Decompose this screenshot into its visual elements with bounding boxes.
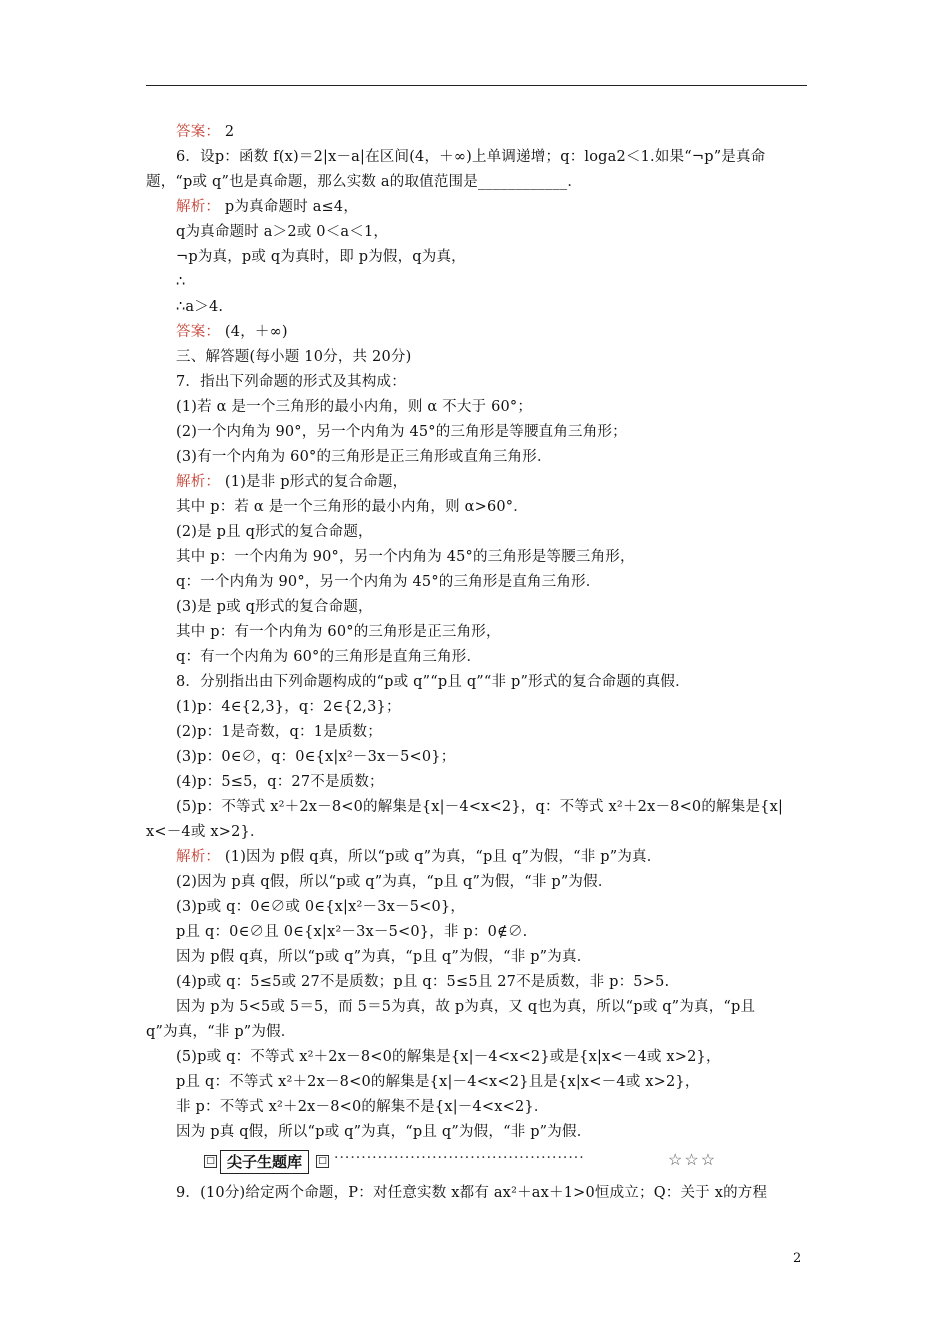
line-text: (1)因为 p假 q真，所以“p或 q”为真，“p且 q”为假，“非 p”为真． <box>220 849 662 865</box>
text-line <box>146 470 807 495</box>
text-line: 题，“p或 q”也是真命题，那么实数 a的取值范围是____________． <box>146 174 583 190</box>
text-line: (5)p或 q：不等式 x²＋2x－8<0的解集是{x|－4<x<2}或是{x|x<－4或 x>2}， <box>176 1049 721 1065</box>
question-bank-banner <box>146 1149 807 1177</box>
square-icon: □ <box>316 1155 329 1168</box>
bank-title: 尖子生题库 <box>220 1150 309 1174</box>
text-line <box>146 120 807 145</box>
line-text: (1)是非 p形式的复合命题， <box>220 474 408 490</box>
line-text: p为真命题时 a≤4， <box>220 199 359 215</box>
text-line: 其中 p：一个内角为 90°，另一个内角为 45°的三角形是等腰三角形， <box>176 549 635 565</box>
text-line: (4)p：5≤5，q：27不是质数； <box>176 774 384 790</box>
line-text: (4，＋∞) <box>220 324 288 340</box>
line-text: 2 <box>220 124 235 140</box>
text-line <box>146 320 807 345</box>
text-line: (2)因为 p真 q假，所以“p或 q”为真，“p且 q”为假，“非 p”为假． <box>176 874 613 890</box>
text-line: 6．设p：函数 f(x)＝2|x－a|在区间(4，＋∞)上单调递增；q：loga2＜1.如果“¬p”是真命 <box>176 149 766 165</box>
text-line: 因为 p真 q假，所以“p或 q”为真，“p且 q”为假，“非 p”为假． <box>176 1124 592 1140</box>
square-icon: □ <box>204 1155 217 1168</box>
text-line: 8．分别指出由下列命题构成的“p或 q”“p且 q”“非 p”形式的复合命题的真假． <box>176 674 690 690</box>
text-line: x<－4或 x>2}． <box>146 824 265 840</box>
analysis-label: 解析： <box>176 849 221 865</box>
text-line: ∴a＞4. <box>176 299 224 315</box>
question-9-line: 9．(10分)给定两个命题，P：对任意实数 x都有 ax²＋ax＋1>0恒成立；Q：关于 x的方程 <box>176 1185 768 1201</box>
text-line: (3)是 p或 q形式的复合命题， <box>176 599 373 615</box>
star-rating-icon: ☆☆☆ <box>668 1150 718 1169</box>
text-line <box>146 845 807 870</box>
text-line: (3)有一个内角为 60°的三角形是正三角形或直角三角形． <box>176 449 552 465</box>
analysis-label: 解析： <box>176 474 221 490</box>
page-number: 2 <box>793 1251 802 1266</box>
text-line: q为真命题时 a＞2或 0＜a＜1， <box>176 224 389 240</box>
text-line: (2)一个内角为 90°，另一个内角为 45°的三角形是等腰直角三角形； <box>176 424 627 440</box>
text-line: 因为 p为 5<5或 5＝5，而 5＝5为真，故 p为真，又 q也为真，所以“p或 q”为真，“p且 <box>176 999 756 1015</box>
text-line: q”为真，“非 p”为假． <box>146 1024 296 1040</box>
text-line: q：一个内角为 90°，另一个内角为 45°的三角形是直角三角形． <box>176 574 601 590</box>
text-line: (2)p：1是奇数，q：1是质数； <box>176 724 382 740</box>
text-line: p且 q：0∈∅且 0∈{x|x²－3x－5<0}，非 p：0∉∅. <box>176 924 528 940</box>
text-line: 非 p：不等式 x²＋2x－8<0的解集不是{x|－4<x<2}． <box>176 1099 549 1115</box>
text-line: 三、解答题(每小题 10分，共 20分) <box>176 349 412 365</box>
text-line: (3)p：0∈∅，q：0∈{x|x²－3x－5<0}； <box>176 749 456 765</box>
text-line: p且 q：不等式 x²＋2x－8<0的解集是{x|－4<x<2}且是{x|x<－4或 x>2}， <box>176 1074 700 1090</box>
text-line: (1)p：4∈{2,3}，q：2∈{2,3}； <box>176 699 401 715</box>
header-rule <box>146 85 807 86</box>
text-line: (2)是 p且 q形式的复合命题， <box>176 524 373 540</box>
page-content <box>146 120 807 1206</box>
answer-label: 答案： <box>176 324 221 340</box>
text-line: (1)若 α 是一个三角形的最小内角，则 α 不大于 60°； <box>176 399 533 415</box>
text-line: (4)p或 q：5≤5或 27不是质数；p且 q：5≤5且 27不是质数，非 p：5>5. <box>176 974 670 990</box>
text-line: 因为 p假 q真，所以“p或 q”为真，“p且 q”为假，“非 p”为真． <box>176 949 592 965</box>
text-line: (5)p：不等式 x²＋2x－8<0的解集是{x|－4<x<2}，q：不等式 x²＋2x－8<0的解集是{x| <box>176 799 784 815</box>
text-line: (3)p或 q：0∈∅或 0∈{x|x²－3x－5<0}， <box>176 899 466 915</box>
text-line: 7．指出下列命题的形式及其构成： <box>176 374 406 390</box>
text-line: q：有一个内角为 60°的三角形是直角三角形． <box>176 649 482 665</box>
answer-label: 答案： <box>176 124 221 140</box>
text-line: 其中 p：若 α 是一个三角形的最小内角，则 α>60°． <box>176 499 528 515</box>
text-line: ∴ <box>176 274 186 290</box>
dotted-leader: ·············································· <box>334 1150 585 1166</box>
text-line: ¬p为真，p或 q为真时，即 p为假，q为真， <box>176 249 466 265</box>
analysis-label: 解析： <box>176 199 221 215</box>
text-line: 其中 p：有一个内角为 60°的三角形是正三角形， <box>176 624 501 640</box>
text-line <box>146 195 807 220</box>
